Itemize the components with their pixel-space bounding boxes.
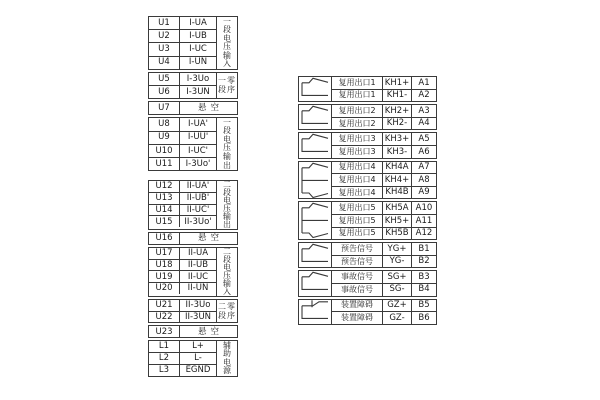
output-row <box>332 202 436 215</box>
no-contact-icon <box>299 133 332 157</box>
output-name-cell: 复用出口4 <box>332 162 383 174</box>
terminal-row <box>149 43 216 56</box>
terminal-number-cell: U7 <box>149 102 180 114</box>
contact-code-cell: YG+ <box>383 243 412 255</box>
terminal-id-cell: A12 <box>415 228 433 239</box>
output-row <box>332 300 436 313</box>
terminal-row <box>149 30 216 43</box>
terminal-number-cell: L3 <box>149 365 180 376</box>
output-row <box>332 105 436 118</box>
contact-code-cell: KH2- <box>383 118 412 130</box>
voltage-terminal-table-2 <box>148 180 238 379</box>
terminal-number-cell: U3 <box>149 43 180 55</box>
terminal-number-cell: U13 <box>149 193 180 204</box>
output-row <box>332 90 436 102</box>
terminal-number-cell: U4 <box>149 57 180 69</box>
terminal-id-cell: A9 <box>418 187 430 198</box>
output-row <box>332 243 436 256</box>
terminal-number-cell: U6 <box>149 86 180 98</box>
signal-name-cell: I-UU' <box>187 132 209 143</box>
contact-code-cell: SG- <box>383 284 412 296</box>
contact-code-cell: KH4+ <box>383 174 412 186</box>
terminal-row <box>149 216 216 227</box>
terminal-group <box>148 340 238 376</box>
signal-name-cell: II-UC <box>187 271 209 282</box>
signal-name-cell: I-UA <box>189 17 207 28</box>
relay-output-group <box>298 76 437 102</box>
terminal-number-cell: U10 <box>149 145 180 157</box>
contact-code-cell: KH2+ <box>383 105 412 117</box>
terminal-id-cell: B2 <box>418 256 430 267</box>
terminal-row <box>149 271 216 283</box>
contact-code-cell: KH4A <box>383 162 412 174</box>
output-row <box>332 187 436 199</box>
group-label: 二零 段序 <box>216 300 237 323</box>
signal-name-cell: II-3UN <box>184 311 212 322</box>
terminal-number-cell: U20 <box>149 283 180 294</box>
terminal-group <box>148 72 238 99</box>
output-name-cell: 复用出口4 <box>332 187 383 199</box>
output-row <box>332 146 436 158</box>
signal-name-cell: I-UN <box>188 57 208 68</box>
no-contact-icon <box>299 77 332 101</box>
contact-code-cell: KH4B <box>383 187 412 199</box>
terminal-id-cell: B1 <box>418 243 430 254</box>
group-label: 二 段 电 压 输 出 <box>216 181 237 229</box>
terminal-number-cell: L1 <box>149 341 180 352</box>
terminal-id-cell: B5 <box>418 300 430 311</box>
changeover-contact-icon <box>299 162 332 199</box>
output-name-cell: 预告信号 <box>332 243 383 255</box>
output-name-cell: 复用出口5 <box>332 228 383 240</box>
no-contact-icon <box>299 271 332 295</box>
terminal-id-cell: A5 <box>418 133 430 144</box>
terminal-number-cell: U11 <box>149 158 180 170</box>
voltage-terminal-table-1 <box>148 16 238 173</box>
output-row <box>332 118 436 130</box>
signal-name-cell: II-UB' <box>186 192 210 203</box>
no-contact-icon <box>299 105 332 129</box>
terminal-group <box>148 16 238 70</box>
output-row <box>332 228 436 240</box>
signal-name-cell: I-UB <box>189 31 207 42</box>
output-name-cell: 复用出口1 <box>332 77 383 89</box>
terminal-row <box>149 283 216 294</box>
output-name-cell: 复用出口2 <box>332 105 383 117</box>
relay-output-group <box>298 201 437 240</box>
signal-name-cell: II-UB <box>187 259 209 270</box>
terminal-row <box>149 260 216 272</box>
no-contact-icon <box>299 243 332 267</box>
terminal-number-cell: L2 <box>149 353 180 364</box>
output-row <box>332 77 436 90</box>
output-name-cell: 复用出口3 <box>332 146 383 158</box>
signal-name-cell: II-UC' <box>186 204 210 215</box>
terminal-group <box>148 247 238 297</box>
signal-name-cell: L- <box>194 353 202 364</box>
output-name-cell: 预告信号 <box>332 256 383 268</box>
terminal-row <box>149 73 216 86</box>
group-label: 一 段 电 压 输 入 <box>216 17 237 69</box>
terminal-group <box>148 299 238 324</box>
floating-cell: 悬空 <box>197 233 223 244</box>
terminal-id-cell: A8 <box>418 174 430 185</box>
signal-name-cell: II-UA <box>187 247 209 258</box>
terminal-number-cell: U19 <box>149 271 180 282</box>
terminal-id-cell: B3 <box>418 271 430 282</box>
signal-name-cell: II-3Uo' <box>184 216 212 227</box>
terminal-row <box>149 341 216 353</box>
terminal-number-cell: U9 <box>149 132 180 144</box>
output-name-cell: 事故信号 <box>332 284 383 296</box>
signal-name-cell: II-UN <box>187 283 209 294</box>
output-name-cell: 装置障碍 <box>332 300 383 312</box>
terminal-row <box>149 118 216 131</box>
terminal-id-cell: B4 <box>418 284 430 295</box>
output-name-cell: 装置障碍 <box>332 312 383 324</box>
relay-output-table <box>298 76 437 327</box>
output-row <box>332 256 436 268</box>
group-label: 一零 段序 <box>216 73 237 98</box>
output-row <box>332 174 436 187</box>
output-name-cell: 复用出口2 <box>332 118 383 130</box>
terminal-row <box>149 86 216 98</box>
terminal-row <box>149 193 216 205</box>
terminal-row <box>149 353 216 365</box>
contact-code-cell: KH3+ <box>383 133 412 145</box>
terminal-id-cell: B6 <box>418 312 430 323</box>
output-row <box>332 284 436 296</box>
contact-code-cell: GZ+ <box>383 300 412 312</box>
signal-name-cell: I-3Uo <box>186 73 210 84</box>
signal-name-cell: I-UA' <box>188 119 208 130</box>
terminal-id-cell: A4 <box>418 118 430 129</box>
terminal-number-cell: U14 <box>149 205 180 216</box>
signal-name-cell: EGND <box>185 364 211 375</box>
terminal-number-cell: U21 <box>149 300 180 311</box>
floating-cell: 悬空 <box>197 102 223 113</box>
terminal-number-cell: U22 <box>149 312 180 323</box>
terminal-row <box>149 132 216 145</box>
terminal-number-cell: U1 <box>149 17 180 29</box>
output-name-cell: 复用出口5 <box>332 202 383 214</box>
nc-contact-icon <box>299 300 332 324</box>
contact-code-cell: KH1+ <box>383 77 412 89</box>
terminal-row <box>149 205 216 217</box>
terminal-number-cell: U17 <box>149 248 180 259</box>
output-name-cell: 复用出口3 <box>332 133 383 145</box>
signal-name-cell: II-3Uo <box>185 299 211 310</box>
terminal-id-cell: A3 <box>418 105 430 116</box>
relay-output-group <box>298 104 437 130</box>
terminal-number-cell: U18 <box>149 260 180 271</box>
signal-name-cell: I-3UN <box>186 86 210 97</box>
relay-output-group <box>298 242 437 268</box>
output-row <box>332 133 436 146</box>
output-name-cell: 复用出口1 <box>332 90 383 102</box>
contact-code-cell: KH5B <box>383 228 412 240</box>
terminal-row <box>149 17 216 30</box>
terminal-id-cell: A7 <box>418 162 430 173</box>
terminal-number-cell: U16 <box>149 233 180 244</box>
terminal-group <box>148 232 238 245</box>
signal-name-cell: L+ <box>192 341 204 352</box>
signal-name-cell: I-UC' <box>187 145 209 156</box>
terminal-row <box>149 312 216 323</box>
contact-code-cell: YG- <box>383 256 412 268</box>
terminal-row <box>149 233 237 244</box>
contact-code-cell: KH5+ <box>383 215 412 227</box>
output-name-cell: 事故信号 <box>332 271 383 283</box>
terminal-row <box>149 248 216 260</box>
terminal-number-cell: U23 <box>149 326 180 337</box>
terminal-id-cell: A1 <box>418 77 430 88</box>
terminal-group <box>148 325 238 338</box>
terminal-number-cell: U8 <box>149 118 180 130</box>
terminal-id-cell: A6 <box>418 146 430 157</box>
output-row <box>332 312 436 324</box>
terminal-id-cell: A10 <box>415 202 433 213</box>
signal-name-cell: I-3Uo' <box>185 158 211 169</box>
terminal-number-cell: U2 <box>149 30 180 42</box>
relay-output-group <box>298 270 437 296</box>
relay-output-group <box>298 132 437 158</box>
terminal-row <box>149 102 237 114</box>
terminal-row <box>149 300 216 312</box>
terminal-row <box>149 57 216 69</box>
signal-name-cell: II-UA' <box>186 181 210 192</box>
group-label: 辅 助 电 源 <box>216 341 237 375</box>
terminal-number-cell: U5 <box>149 73 180 85</box>
output-name-cell: 复用出口4 <box>332 174 383 186</box>
output-row <box>332 271 436 284</box>
terminal-number-cell: U12 <box>149 181 180 192</box>
changeover-contact-icon <box>299 202 332 239</box>
group-label: 一 段 电 压 输 出 <box>216 118 237 170</box>
signal-name-cell: I-UC <box>189 44 207 55</box>
terminal-row <box>149 365 216 376</box>
terminal-id-cell: A11 <box>415 215 433 226</box>
relay-output-group <box>298 299 437 325</box>
floating-cell: 悬空 <box>197 326 223 337</box>
output-row <box>332 162 436 175</box>
contact-code-cell: GZ- <box>383 312 412 324</box>
group-label: 二 段 电 压 输 入 <box>216 248 237 296</box>
terminal-id-cell: A2 <box>418 90 430 101</box>
relay-output-group <box>298 161 437 200</box>
output-name-cell: 复用出口5 <box>332 215 383 227</box>
terminal-group <box>148 101 238 115</box>
contact-code-cell: KH5A <box>383 202 412 214</box>
terminal-row <box>149 326 237 337</box>
terminal-row <box>149 145 216 158</box>
contact-code-cell: KH1- <box>383 90 412 102</box>
contact-code-cell: SG+ <box>383 271 412 283</box>
terminal-row <box>149 181 216 193</box>
contact-code-cell: KH3- <box>383 146 412 158</box>
output-row <box>332 215 436 228</box>
terminal-group <box>148 117 238 171</box>
terminal-number-cell: U15 <box>149 216 180 227</box>
terminal-group <box>148 180 238 230</box>
terminal-row <box>149 158 216 170</box>
